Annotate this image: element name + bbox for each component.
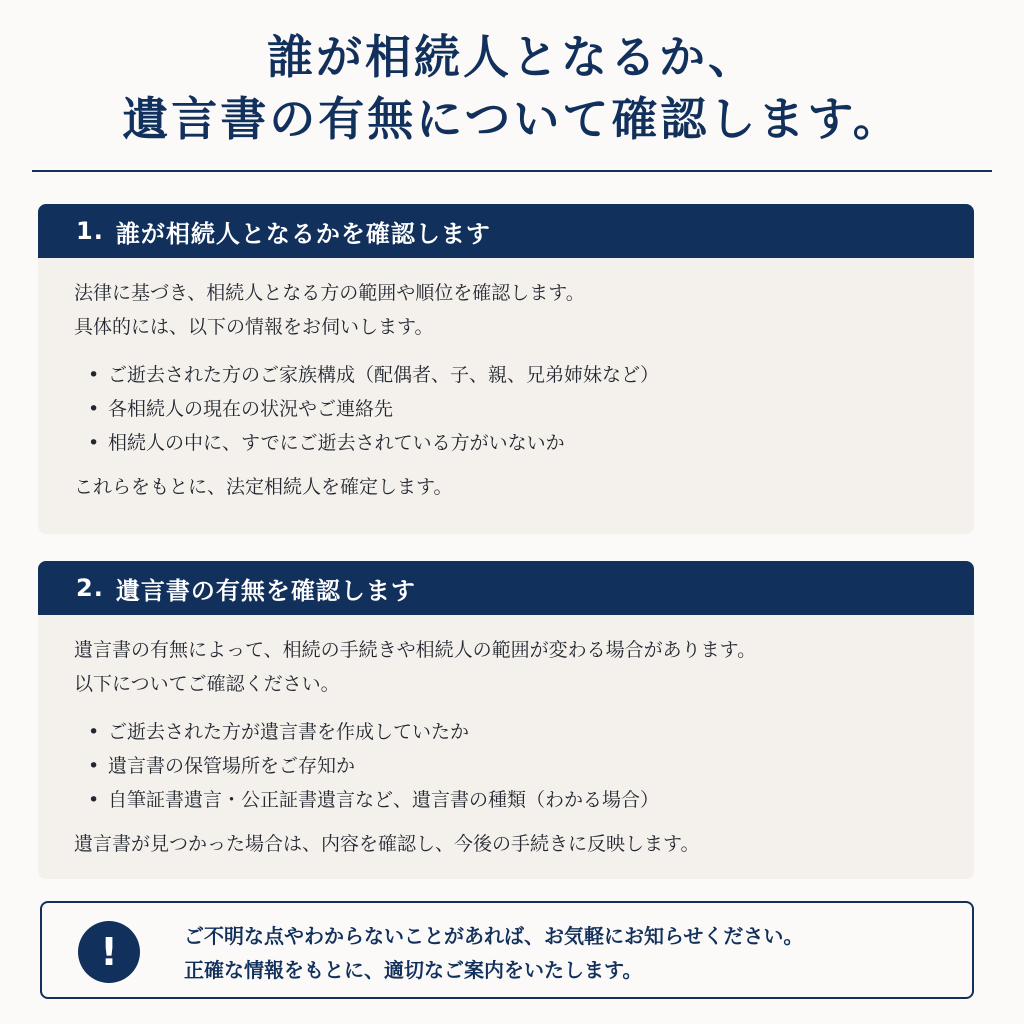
notice-box <box>40 901 974 999</box>
section-heading: 誰が相続人となるかを確認します <box>115 219 491 248</box>
bullet-icon: • <box>88 432 100 454</box>
intro-line: 以下についてご確認ください。 <box>74 673 340 695</box>
list-item <box>88 392 974 426</box>
section-conclusion: これらをもとに、法定相続人を確定します。 <box>74 476 453 498</box>
section-number: 2. <box>76 574 104 602</box>
list-item <box>88 749 974 783</box>
bullet-icon: • <box>88 364 100 386</box>
list-item-text: 相続人の中に、すでにご逝去されている方がいないか <box>108 432 565 454</box>
list-item-text: 自筆証書遺言・公正証書遺言など、遺言書の種類（わかる場合） <box>108 789 660 811</box>
notice-text <box>184 919 803 987</box>
bullet-icon: • <box>88 721 100 743</box>
list-item <box>88 358 974 392</box>
bullet-list <box>88 358 974 460</box>
intro-line: 法律に基づき、相続人となる方の範囲や順位を確認します。 <box>74 282 585 304</box>
section-card-will <box>38 561 974 879</box>
bullet-list <box>88 715 974 817</box>
list-item-text: 遺言書の保管場所をご存知か <box>108 755 356 777</box>
section-conclusion: 遺言書が見つかった場合は、内容を確認し、今後の手続きに反映します。 <box>74 833 700 855</box>
page-title <box>0 26 1024 150</box>
intro-line: 具体的には、以下の情報をお伺いします。 <box>74 316 434 338</box>
section-header <box>38 204 974 258</box>
bullet-icon: • <box>88 755 100 777</box>
page-title-line-1: 誰が相続人となるか、 <box>267 30 757 84</box>
section-number: 1. <box>76 217 104 245</box>
bullet-icon: • <box>88 398 100 420</box>
notice-line: ご不明な点やわからないことがあれば、お気軽にお知らせください。 <box>184 924 804 948</box>
section-heading: 遺言書の有無を確認します <box>115 576 416 605</box>
title-divider <box>32 170 992 172</box>
exclamation-icon: ! <box>78 921 140 983</box>
intro-line: 遺言書の有無によって、相続の手続きや相続人の範囲が変わる場合があります。 <box>74 639 757 661</box>
list-item <box>88 426 974 460</box>
list-item-text: ご逝去された方のご家族構成（配偶者、子、親、兄弟姉妹など） <box>108 364 660 386</box>
list-item-text: 各相続人の現在の状況やご連絡先 <box>108 398 394 420</box>
section-card-heirs <box>38 204 974 534</box>
section-body <box>38 615 974 861</box>
list-item <box>88 783 974 817</box>
notice-line: 正確な情報をもとに、適切なご案内をいたします。 <box>184 958 643 982</box>
section-body <box>38 258 974 504</box>
list-item-text: ご逝去された方が遺言書を作成していたか <box>108 721 470 743</box>
page-title-line-2: 遺言書の有無について確認します。 <box>122 92 902 146</box>
section-header <box>38 561 974 615</box>
bullet-icon: • <box>88 789 100 811</box>
list-item <box>88 715 974 749</box>
